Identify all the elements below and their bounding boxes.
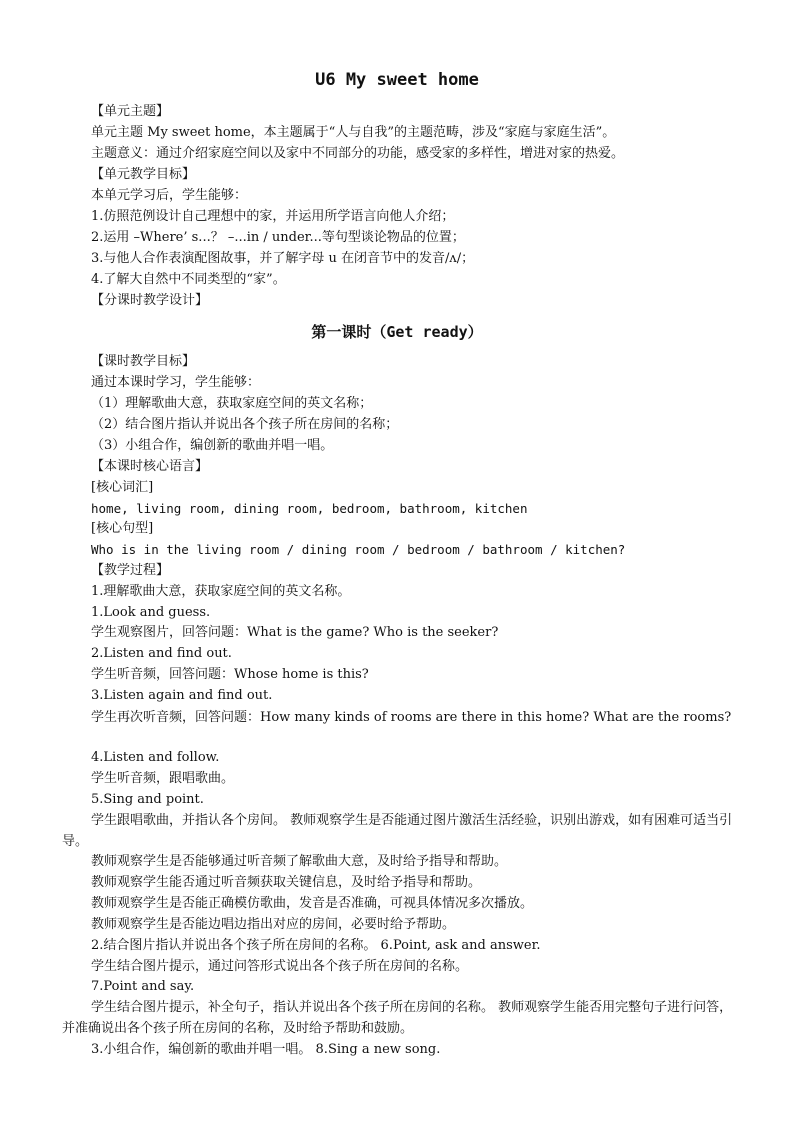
unit-goals-heading: 【单元教学目标】 bbox=[91, 167, 196, 182]
core-language-heading: 【本课时核心语言】 bbox=[91, 459, 209, 474]
process-step: 2.结合图片指认并说出各个孩子所在房间的名称。 6.Point, ask and answer. bbox=[91, 938, 541, 953]
unit-goal-item: 3.与他人合作表演配图故事，并了解字母 u 在闭音节中的发音/ʌ/； bbox=[91, 251, 475, 266]
lesson-goal-item: （1）理解歌曲大意，获取家庭空间的英文名称； bbox=[91, 396, 373, 411]
lesson-title: 第一课时（Get ready） bbox=[311, 323, 483, 341]
process-step: 3.小组合作，编创新的歌曲并唱一唱。 8.Sing a new song. bbox=[91, 1042, 441, 1057]
lesson-design-heading: 【分课时教学设计】 bbox=[91, 293, 209, 308]
process-step: 学生结合图片提示，通过问答形式说出各个孩子所在房间的名称。 bbox=[91, 959, 469, 974]
process-step: 教师观察学生是否能正确模仿歌曲，发音是否准确，可视具体情况多次播放。 bbox=[91, 896, 534, 911]
unit-goals-intro: 本单元学习后，学生能够： bbox=[91, 188, 248, 203]
process-step: 学生听音频，回答问题：Whose home is this? bbox=[91, 667, 369, 682]
process-step: 学生再次听音频，回答问题：How many kinds of rooms are there in this home? What are the rooms? bbox=[91, 710, 732, 725]
process-step: 学生结合图片提示，补全句子，指认并说出各个孩子所在房间的名称。 教师观察学生能否用完整句子进行问答，并准确说出各个孩子所在房间的名称，及时给予帮助和鼓励。 bbox=[62, 1000, 733, 1036]
unit-goal-item: 4.了解大自然中不同类型的“家”。 bbox=[91, 272, 286, 287]
process-step: 7.Point and say. bbox=[91, 979, 195, 994]
process-heading: 【教学过程】 bbox=[91, 563, 170, 578]
lesson-goal-item: （2）结合图片指认并说出各个孩子所在房间的名称； bbox=[91, 417, 399, 432]
process-step: 1.Look and guess. bbox=[91, 605, 211, 620]
process-step: 教师观察学生能否通过听音频获取关键信息，及时给予指导和帮助。 bbox=[91, 875, 482, 890]
lesson-goal-item: （3）小组合作，编创新的歌曲并唱一唱。 bbox=[91, 438, 334, 453]
process-step: 学生跟唱歌曲，并指认各个房间。 教师观察学生是否能通过图片激活生活经验，识别出游戏，如有困难可适当引导。 bbox=[62, 813, 733, 849]
core-vocab-label: [核心词汇] bbox=[91, 480, 154, 495]
process-step: 1.理解歌曲大意，获取家庭空间的英文名称。 bbox=[91, 584, 351, 599]
unit-theme-heading: 【单元主题】 bbox=[91, 104, 170, 119]
core-sentence: Who is in the living room / dining room / bedroom / bathroom / kitchen? bbox=[91, 542, 626, 557]
lesson-goals-intro: 通过本课时学习，学生能够： bbox=[91, 375, 261, 390]
unit-goal-item: 2.运用 –Where’ s...？ –...in / under...等句型谈论物品的位置； bbox=[91, 230, 465, 245]
page-title: U6 My sweet home bbox=[315, 70, 479, 90]
process-step: 5.Sing and point. bbox=[91, 792, 204, 807]
unit-theme-line-2: 主题意义：通过介绍家庭空间以及家中不同部分的功能，感受家的多样性，增进对家的热爱。 bbox=[91, 146, 625, 161]
lesson-goals-heading: 【课时教学目标】 bbox=[91, 354, 196, 369]
process-step: 教师观察学生是否能够通过听音频了解歌曲大意，及时给予指导和帮助。 bbox=[91, 854, 508, 869]
process-step: 学生听音频，跟唱歌曲。 bbox=[91, 771, 235, 786]
process-step: 3.Listen again and find out. bbox=[91, 688, 273, 703]
process-step: 学生观察图片，回答问题：What is the game? Who is the seeker? bbox=[91, 625, 499, 640]
core-vocab: home, living room, dining room, bedroom, bathroom, kitchen bbox=[91, 501, 528, 516]
process-step: 4.Listen and follow. bbox=[91, 750, 220, 765]
process-step: 教师观察学生是否能边唱边指出对应的房间，必要时给予帮助。 bbox=[91, 917, 456, 932]
process-step: 2.Listen and find out. bbox=[91, 646, 232, 661]
unit-goal-item: 1.仿照范例设计自己理想中的家，并运用所学语言向他人介绍； bbox=[91, 209, 455, 224]
unit-theme-line-1: 单元主题 My sweet home，本主题属于“人与自我”的主题范畴，涉及“家庭与家庭生活”。 bbox=[91, 125, 616, 140]
core-sentence-label: [核心句型] bbox=[91, 521, 154, 536]
